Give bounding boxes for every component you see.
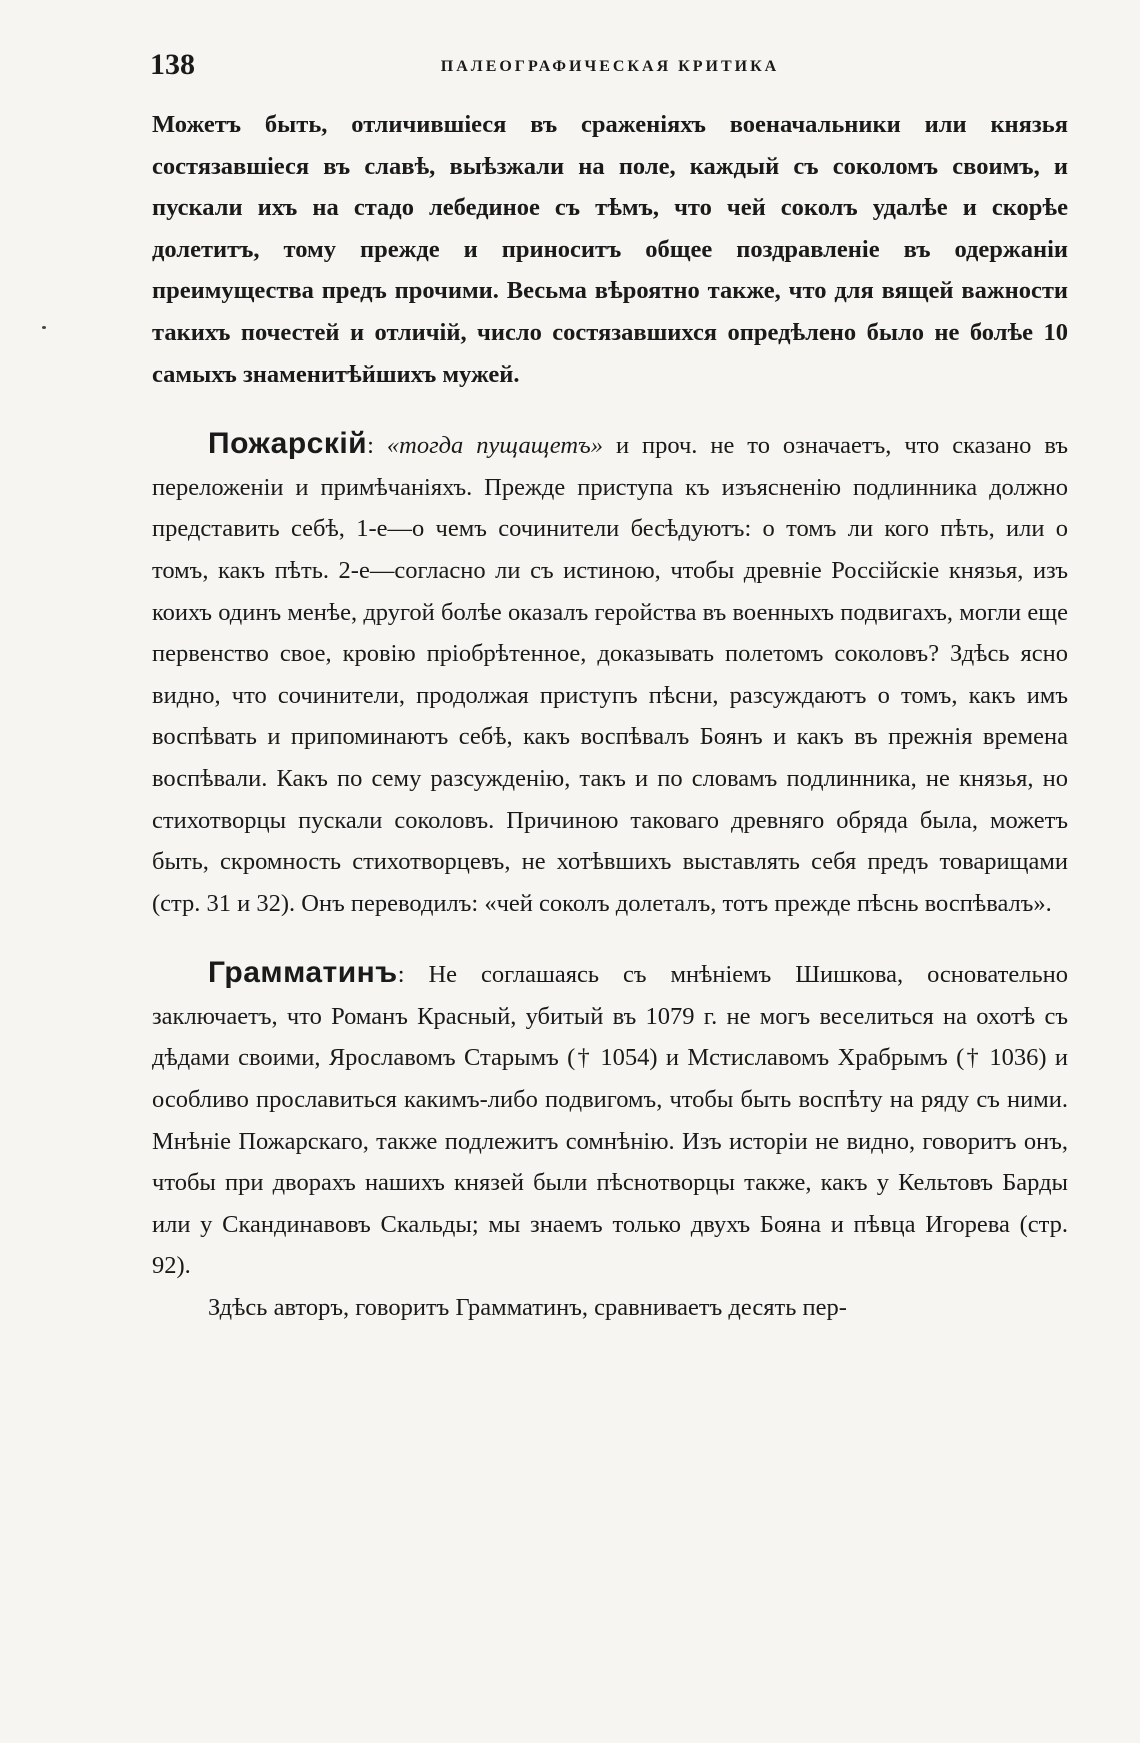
entry-grammatin: [152, 952, 1068, 1287]
body-text: [152, 104, 1068, 1329]
ink-smudge: [42, 326, 46, 329]
page-header: [150, 48, 1070, 88]
page-number: 138: [150, 48, 195, 81]
entry-separator: :: [367, 432, 387, 460]
entry-pozharsky: [152, 423, 1068, 924]
entry-separator: :: [397, 961, 429, 989]
running-title: ПАЛЕОГРАФИЧЕСКАЯ КРИТИКА: [440, 58, 780, 75]
entry-text-pozharsky: и проч. не то означаетъ, что сказано въ переложеніи и примѣчаніяхъ. Прежде приступа къ изъясненію подлинника должно представить себѣ, 1-е—о чемъ сочинители бесѣдуютъ: о томъ ли кого пѣть, или о томъ, какъ пѣть. 2-е—согласно ли съ истиною, чтобы древніе Россійскіе князья, изъ коихъ одинъ менѣе, другой болѣе оказалъ геройства въ военныхъ подвигахъ, могли еще первенство свое, кровію пріобрѣтенное, доказывать полетомъ соколовъ? Здѣсь ясно видно, что сочинители, продолжая приступъ пѣсни, разсуждаютъ о томъ, какъ имъ воспѣвать и припоминаютъ себѣ, какъ воспѣвалъ Боянъ и какъ въ прежнія времена воспѣвали. Какъ по сему разсужденію, такъ и по словамъ подлинника, не князья, но стихотворцы пускали соколовъ. Причиною таковаго древняго обряда была, можетъ быть, скромность стихотворцевъ, не хотѣвшихъ выставлять себя предъ товарищами (стр. 31 и 32). Онъ переводилъ: «чей соколъ долеталъ, тотъ прежде пѣснь воспѣвалъ».: [152, 432, 1068, 917]
intro-paragraph: Можетъ быть, отличившіеся въ сраженіяхъ военачальники или князья состязавшіеся въ славѣ, выѣзжали на поле, каждый съ соколомъ своимъ, и пускали ихъ на стадо лебединое съ тѣмъ, что чей соколъ удалѣе и скорѣе долетитъ, тому прежде и приноситъ общее поздравленіе въ одержаніи преимущества предъ прочими. Весьма вѣроятно также, что для вящей важности такихъ почестей и отличій, число состязавшихся опредѣлено было не болѣе 10 самыхъ знаменитѣйшихъ мужей.: [152, 111, 1068, 388]
final-paragraph: Здѣсь авторъ, говоритъ Грамматинъ, сравниваетъ десять пер-: [208, 1294, 847, 1322]
entry-text-grammatin: Не соглашаясь съ мнѣніемъ Шишкова, основательно заключаетъ, что Романъ Красный, убитый въ 1079 г. не могъ веселиться на охотѣ съ дѣдами своими, Ярославомъ Старымъ († 1054) и Мстиславомъ Храбрымъ († 1036) и особливо прославиться какимъ-либо подвигомъ, чтобы быть воспѣту на ряду съ ними. Мнѣніе Пожарскаго, также подлежитъ сомнѣнію. Изъ исторіи не видно, говоритъ онъ, чтобы при дворахъ нашихъ князей были пѣснотворцы также, какъ у Кельтовъ Барды или у Скандинавовъ Скальды; мы знаемъ только двухъ Бояна и пѣвца Игорева (стр. 92).: [152, 961, 1068, 1280]
entry-author-grammatin: Грамматинъ: [208, 956, 398, 990]
entry-author-pozharsky: Пожарскій: [208, 427, 368, 461]
entry-quote-pozharsky: «тогда пущащетъ»: [386, 432, 604, 460]
